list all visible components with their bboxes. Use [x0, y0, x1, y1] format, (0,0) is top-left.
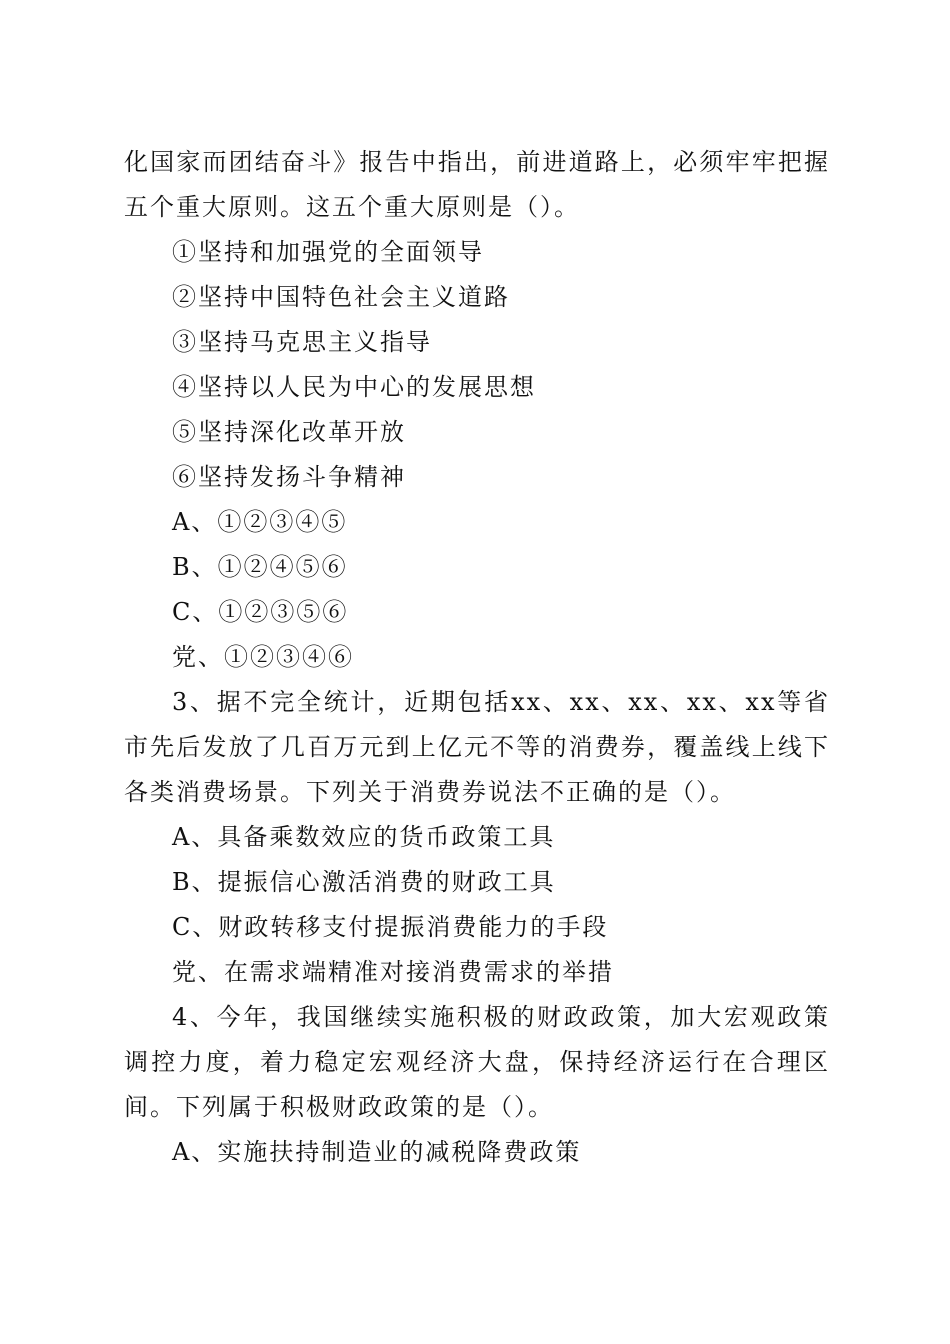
- option-d: 党、①②③④⑥: [172, 643, 354, 671]
- option-b: B、提振信心激活消费的财政工具: [172, 868, 556, 896]
- question-4: 4、今年，我国继续实施积极的财政政策，加大宏观政策调控力度，着力稳定宏观经济大盘，保持经济运行在合理区间。下列属于积极财政政策的是（）。: [124, 1003, 830, 1121]
- list-item-principle-5: ⑤坚持深化改革开放: [172, 418, 406, 446]
- list-item-principle-1: ①坚持和加强党的全面领导: [172, 238, 484, 266]
- list-item-principle-6: ⑥坚持发扬斗争精神: [172, 463, 406, 491]
- option-c: C、①②③⑤⑥: [172, 598, 349, 626]
- option-a: A、具备乘数效应的货币政策工具: [172, 823, 556, 851]
- option-d: 党、在需求端精准对接消费需求的举措: [172, 958, 614, 986]
- option-c: C、财政转移支付提振消费能力的手段: [172, 913, 609, 941]
- list-item-principle-4: ④坚持以人民为中心的发展思想: [172, 373, 536, 401]
- option-a: A、实施扶持制造业的减税降费政策: [172, 1138, 582, 1166]
- option-a: A、①②③④⑤: [172, 508, 348, 536]
- paragraph-continuation: 化国家而团结奋斗》报告中指出，前进道路上，必须牢牢把握五个重大原则。这五个重大原则是（）。: [124, 148, 830, 221]
- question-3: 3、据不完全统计，近期包括xx、xx、xx、xx、xx等省市先后发放了几百万元到上亿元不等的消费券，覆盖线上线下各类消费场景。下列关于消费券说法不正确的是（）。: [124, 688, 830, 806]
- list-item-principle-2: ②坚持中国特色社会主义道路: [172, 283, 510, 311]
- document-body: [124, 140, 830, 1175]
- option-b: B、①②④⑤⑥: [172, 553, 348, 581]
- list-item-principle-3: ③坚持马克思主义指导: [172, 328, 432, 356]
